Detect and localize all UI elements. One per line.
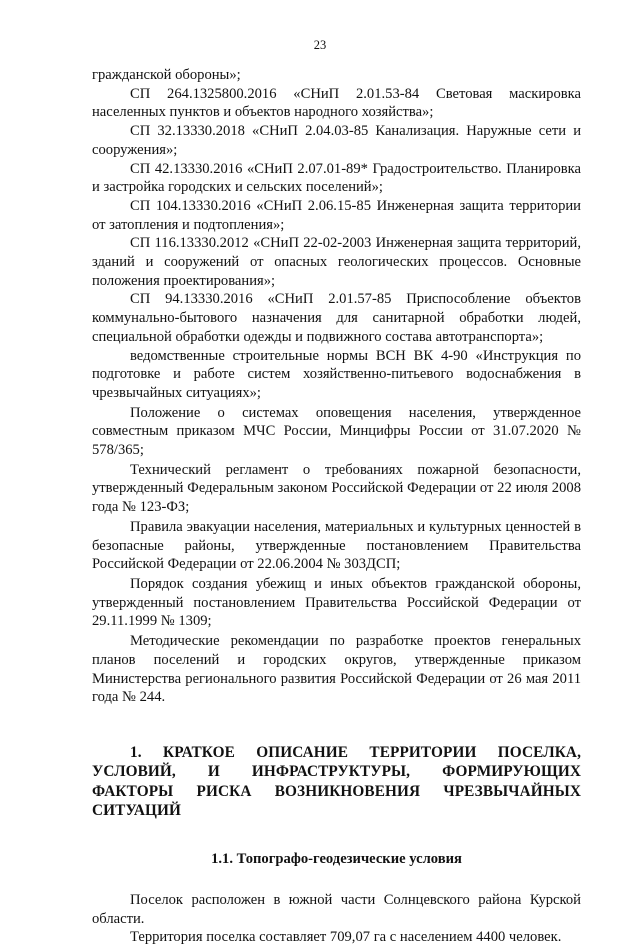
body-paragraph: Территория поселка составляет 709,07 га с населением 4400 человек. — [130, 929, 562, 946]
body-paragraph: Поселок расположен в южной части Солнцевского района Курской области. — [92, 891, 581, 927]
paragraph: СП 264.1325800.2016 «СНиП 2.01.53-84 Световая маскировка населенных пунктов и объектов народного хозяйства»; — [92, 85, 581, 121]
paragraph: ведомственные строительные нормы ВСН ВК 4-90 «Инструкция по подготовке и работе систем хозяйственно-питьевого водоснабжения в чрезвычайных ситуациях»; — [92, 347, 581, 401]
paragraph: СП 42.13330.2016 «СНиП 2.07.01-89* Градостроительство. Планировка и застройка городских и сельских поселений»; — [92, 160, 581, 196]
paragraph: Положение о системах оповещения населения, утвержденное совместным приказом МЧС России, Минцифры России от 31.07.2020 № 578/365; — [92, 404, 581, 459]
paragraph: Правила эвакуации населения, материальных и культурных ценностей в безопасные районы, утвержденные постановлением Правительства Российской Федерации от 22.06.2004 № 303ДСП; — [92, 518, 581, 573]
paragraph: гражданской обороны»; — [92, 67, 241, 83]
document-body — [92, 66, 581, 947]
section-heading: 1. КРАТКОЕ ОПИСАНИЕ ТЕРРИТОРИИ ПОСЕЛКА, УСЛОВИЙ, И ИНФРАСТРУКТУРЫ, ФОРМИРУЮЩИХ ФАКТОРЫ РИСКА ВОЗНИКНОВЕНИЯ ЧРЕЗВЫЧАЙНЫХ СИТУАЦИЙ — [92, 743, 581, 820]
paragraph: СП 116.13330.2012 «СНиП 22-02-2003 Инженерная защита территорий, зданий и сооружений от опасных геологических процессов. Основные положения проектирования»; — [92, 235, 581, 289]
paragraph: СП 32.13330.2018 «СНиП 2.04.03-85 Канализация. Наружные сети и сооружения»; — [92, 123, 581, 158]
paragraph: Методические рекомендации по разработке проектов генеральных планов поселений и городских округов, утвержденные приказом Министерства регионального развития Российской Федерации от 26 мая 2011 года № 244. — [92, 633, 581, 706]
paragraph: Порядок создания убежищ и иных объектов гражданской обороны, утвержденный постановлением Правительства Российской Федерации от 29.11.1999 № 1309; — [92, 575, 581, 630]
paragraph: СП 104.13330.2016 «СНиП 2.06.15-85 Инженерная защита территории от затопления и подтопления»; — [92, 197, 581, 233]
paragraph: Технический регламент о требованиях пожарной безопасности, утвержденный Федеральным законом Российской Федерации от 22 июля 2008 года № 123-ФЗ; — [92, 461, 581, 516]
paragraph: СП 94.13330.2016 «СНиП 2.01.57-85 Приспособление объектов коммунально-бытового назначения для санитарной обработки людей, специальной обработки одежды и подвижного состава автотранспорта»; — [92, 291, 581, 345]
page-number: 23 — [313, 38, 327, 52]
subsection-heading: 1.1. Топографо-геодезические условия — [211, 850, 462, 867]
